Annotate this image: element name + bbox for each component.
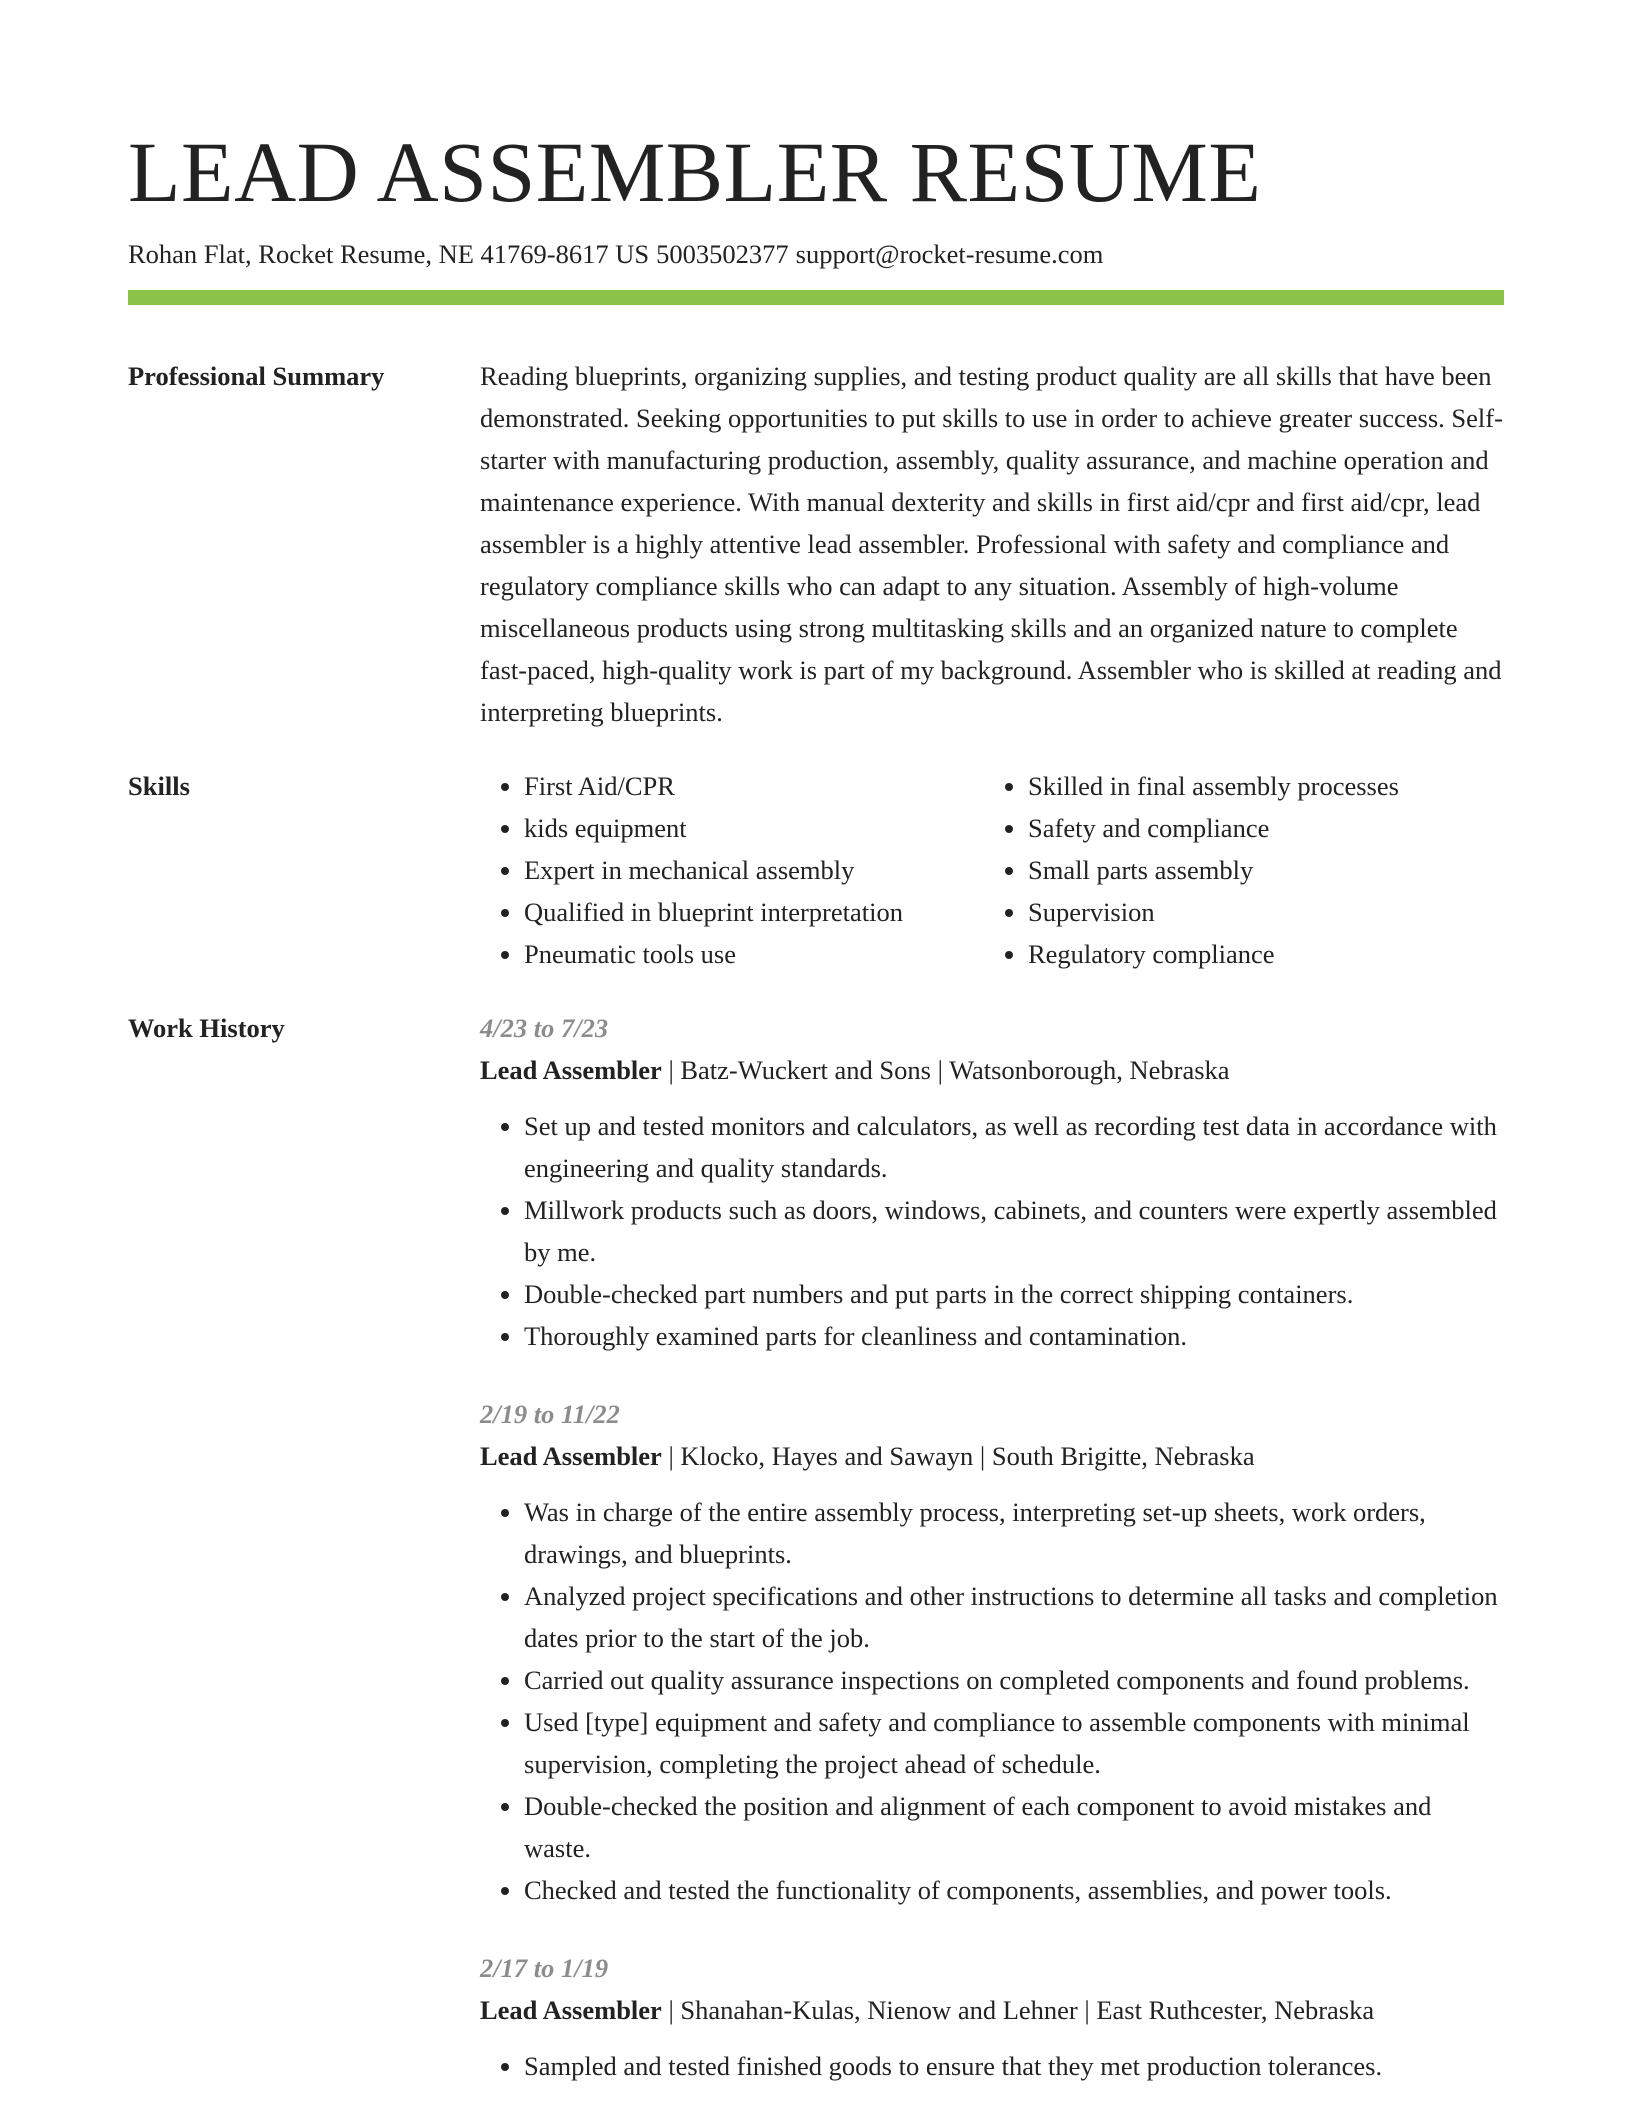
- summary-text: Reading blueprints, organizing supplies, and testing product quality are all skills that have been demonstrated. Seeking opportunities to put skills to use in order to achieve greater success. Self-starter with manufacturing production, assembly, quality assurance, and machine operation and maintenance experience. With manual dexterity and skills in first aid/cpr and first aid/cpr, lead assembler is a highly attentive lead assembler. Professional with safety and compliance and regulatory compliance skills who can adapt to any situation. Assembly of high-volume miscellaneous products using strong multitasking skills and an organized nature to complete fast-paced, high-quality work is part of my background. Assembler who is skilled at reading and interpreting blueprints.: [480, 361, 1503, 727]
- job-title: Lead Assembler: [480, 1055, 662, 1085]
- skill-item: • Safety and compliance: [1028, 807, 1504, 849]
- skills-heading: Skills: [128, 771, 190, 801]
- skill-item: • Skilled in final assembly processes: [1028, 765, 1504, 807]
- skill-item: • kids equipment: [524, 807, 984, 849]
- work-history-list: [480, 1007, 1504, 2123]
- skill-item: • Regulatory compliance: [1028, 933, 1504, 975]
- job-separator: |: [937, 1055, 943, 1085]
- job-bullet: • Was in charge of the entire assembly process, interpreting set-up sheets, work orders, drawings, and blueprints.: [524, 1491, 1504, 1575]
- skills-section: [128, 765, 1504, 975]
- job-separator: |: [1084, 1995, 1090, 2025]
- job-entry: [480, 1947, 1504, 2087]
- header-divider: [128, 290, 1504, 305]
- skill-item: • Pneumatic tools use: [524, 933, 984, 975]
- job-location: Watsonborough, Nebraska: [949, 1055, 1230, 1085]
- skills-list-right: [984, 765, 1504, 975]
- skills-columns: [480, 765, 1504, 975]
- job-title: Lead Assembler: [480, 1995, 662, 2025]
- job-location: South Brigitte, Nebraska: [991, 1441, 1255, 1471]
- job-dates: 4/23 to 7/23: [480, 1013, 609, 1043]
- job-separator: |: [668, 1441, 674, 1471]
- contact-phone: 5003502377: [656, 239, 789, 269]
- job-bullets: [480, 2045, 1504, 2087]
- job-bullet: • Millwork products such as doors, windows, cabinets, and counters were expertly assembled by me.: [524, 1189, 1504, 1273]
- job-entry: [480, 1007, 1504, 1357]
- job-header: [480, 1435, 1504, 1477]
- skill-item: • Qualified in blueprint interpretation: [524, 891, 984, 933]
- job-bullet: • Analyzed project specifications and other instructions to determine all tasks and completion dates prior to the start of the job.: [524, 1575, 1504, 1659]
- skills-list-left: [480, 765, 984, 975]
- job-dates: 2/17 to 1/19: [480, 1953, 609, 1983]
- summary-heading: Professional Summary: [128, 361, 385, 391]
- job-company: Batz-Wuckert and Sons: [680, 1055, 931, 1085]
- skill-item: • First Aid/CPR: [524, 765, 984, 807]
- resume-title: LEAD ASSEMBLER RESUME: [128, 124, 1262, 220]
- job-entry: [480, 1393, 1504, 1911]
- summary-section: [128, 355, 1504, 733]
- job-title: Lead Assembler: [480, 1441, 662, 1471]
- work-history-heading: Work History: [128, 1013, 285, 1043]
- resume-page: [128, 0, 1504, 2123]
- job-header: [480, 1049, 1504, 1091]
- contact-address: Rohan Flat, Rocket Resume, NE 41769-8617 US: [128, 239, 650, 269]
- job-bullets: [480, 1105, 1504, 1357]
- job-bullet: • Sampled and tested finished goods to ensure that they met production tolerances.: [524, 2045, 1504, 2087]
- job-separator: |: [668, 1055, 674, 1085]
- job-bullet: • Double-checked part numbers and put parts in the correct shipping containers.: [524, 1273, 1504, 1315]
- job-bullet: • Used [type] equipment and safety and compliance to assemble components with minimal supervision, completing the project ahead of schedule.: [524, 1701, 1504, 1785]
- job-bullet: • Carried out quality assurance inspections on completed components and found problems.: [524, 1659, 1504, 1701]
- job-company: Shanahan-Kulas, Nienow and Lehner: [680, 1995, 1078, 2025]
- job-dates: 2/19 to 11/22: [480, 1399, 620, 1429]
- job-separator: |: [668, 1995, 674, 2025]
- contact-email: support@rocket-resume.com: [795, 239, 1104, 269]
- skill-item: • Expert in mechanical assembly: [524, 849, 984, 891]
- job-bullet: • Checked and tested the functionality of components, assemblies, and power tools.: [524, 1869, 1504, 1911]
- work-history-section: [128, 1007, 1504, 2123]
- skill-item: • Supervision: [1028, 891, 1504, 933]
- job-location: East Ruthcester, Nebraska: [1096, 1995, 1375, 2025]
- job-bullets: [480, 1491, 1504, 1911]
- job-bullet: • Set up and tested monitors and calculators, as well as recording test data in accordance with engineering and quality standards.: [524, 1105, 1504, 1189]
- job-company: Klocko, Hayes and Sawayn: [680, 1441, 974, 1471]
- contact-line: [128, 238, 1504, 270]
- job-separator: |: [979, 1441, 986, 1471]
- job-bullet: • Thoroughly examined parts for cleanliness and contamination.: [524, 1315, 1504, 1357]
- job-bullet: • Double-checked the position and alignment of each component to avoid mistakes and waste.: [524, 1785, 1504, 1869]
- job-header: [480, 1989, 1504, 2031]
- skill-item: • Small parts assembly: [1028, 849, 1504, 891]
